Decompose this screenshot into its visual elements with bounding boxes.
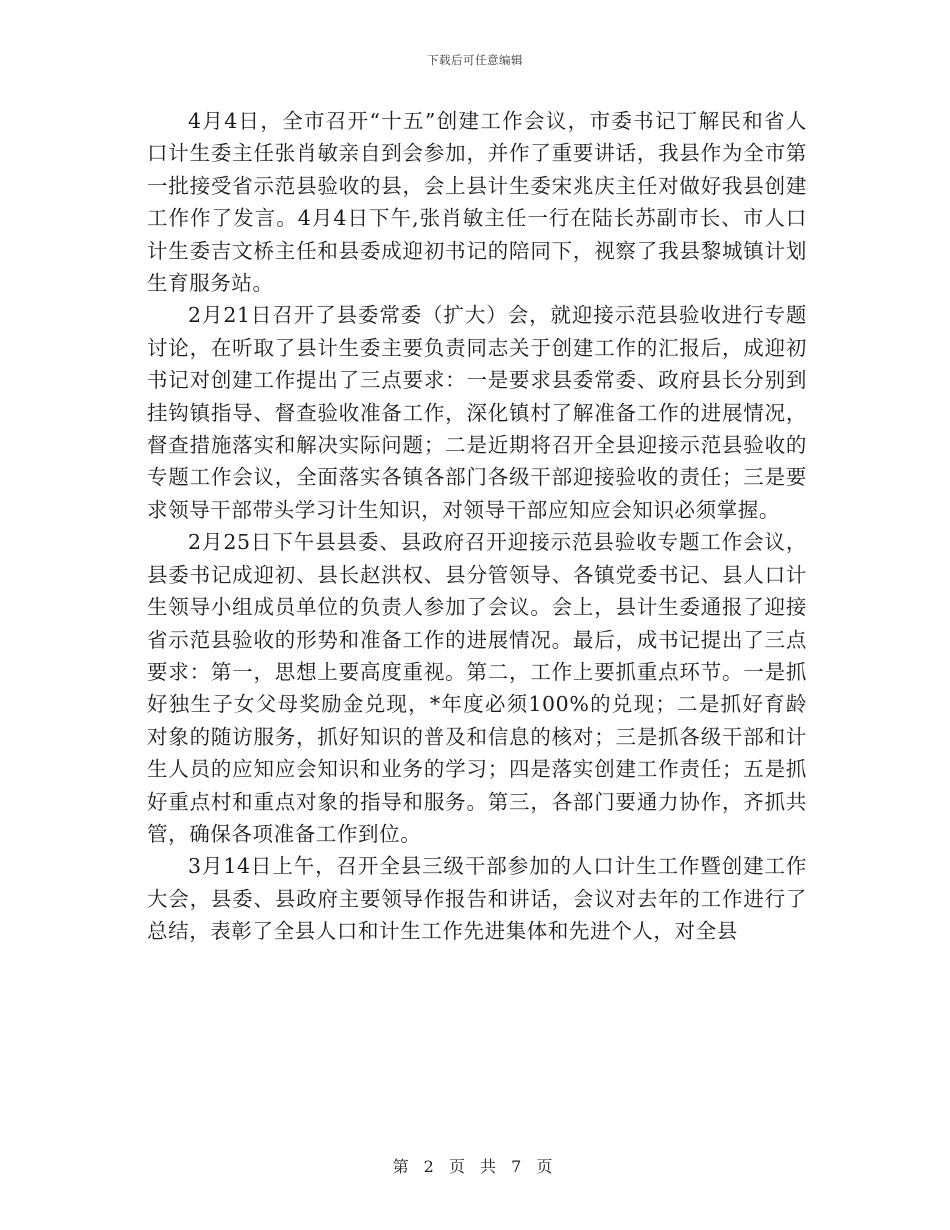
document-body bbox=[147, 105, 807, 948]
page-header: 下载后可任意编辑 bbox=[427, 53, 523, 67]
paragraph-2: 2月21日召开了县委常委（扩大）会，就迎接示范县验收进行专题讨论，在听取了县计生委主要负责同志关于创建工作的汇报后，成迎初书记对创建工作提出了三点要求：一是要求县委常委、政府县长分别到挂钩镇指导、督查验收准备工作，深化镇村了解准备工作的进展情况，督查措施落实和解决实际问题；二是近期将召开全县迎接示范县验收的专题工作会议，全面落实各镇各部门各级干部迎接验收的责任；三是要求领导干部带头学习计生知识，对领导干部应知应会知识必须掌握。 bbox=[147, 303, 807, 522]
paragraph-3: 2月25日下午县县委、县政府召开迎接示范县验收专题工作会议，县委书记成迎初、县长赵洪权、县分管领导、各镇党委书记、县人口计生领导小组成员单位的负责人参加了会议。会上，县计生委通报了迎接省示范县验收的形势和准备工作的进展情况。最后，成书记提出了三点要求：第一，思想上要高度重视。第二，工作上要抓重点环节。一是抓好独生子女父母奖励金兑现，*年度必须100%的兑现；二是抓好育龄对象的随访服务，抓好知识的普及和信息的核对；三是抓各级干部和计生人员的应知应会知识和业务的学习；四是落实创建工作责任；五是抓好重点村和重点对象的指导和服务。第三，各部门要通力协作，齐抓共管，确保各项准备工作到位。 bbox=[147, 530, 807, 846]
paragraph-4: 3月14日上午，召开全县三级干部参加的人口计生工作暨创建工作大会，县委、县政府主要领导作报告和讲话，会议对去年的工作进行了总结，表彰了全县人口和计生工作先进集体和先进个人，对全县 bbox=[147, 854, 807, 944]
paragraph-1: 4月4日，全市召开“十五”创建工作会议，市委书记丁解民和省人口计生委主任张肖敏亲自到会参加，并作了重要讲话，我县作为全市第一批接受省示范县验收的县，会上县计生委宋兆庆主任对做好我县创建工作作了发言。4月4日下午,张肖敏主任一行在陆长苏副市长、市人口计生委吉文桥主任和县委成迎初书记的陪同下，视察了我县黎城镇计划生育服务站。 bbox=[147, 109, 807, 296]
page-number: 第 2 页 共 7 页 bbox=[392, 1157, 558, 1176]
